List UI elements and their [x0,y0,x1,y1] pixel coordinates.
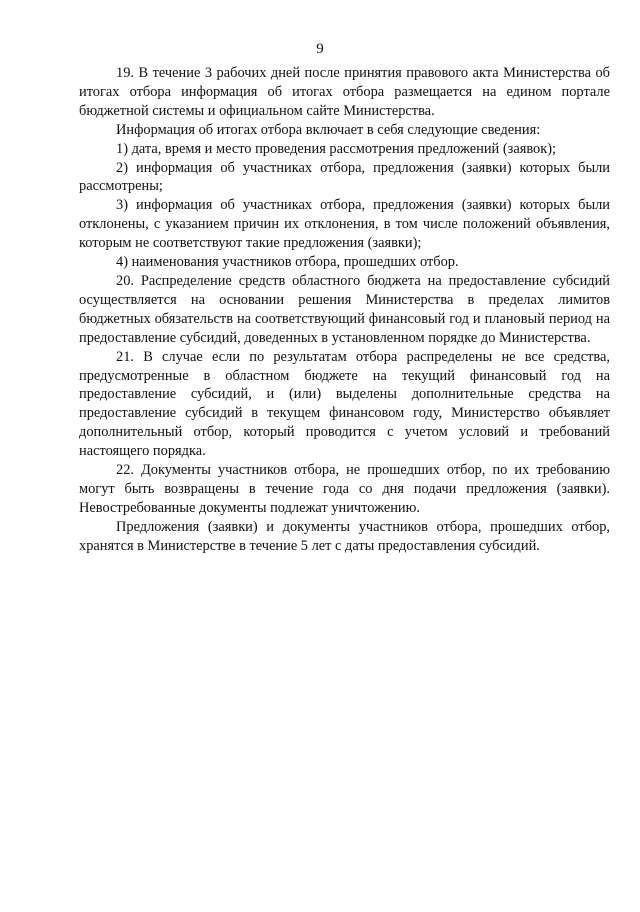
paragraph-22: 22. Документы участников отбора, не прошедших отбор, по их требованию могут быть возвращены в течение года со дня подачи предложения (заявки). Невостребованные документы подлежат уничтожению. [79,462,610,516]
list-item-1: 1) дата, время и место проведения рассмотрения предложений (заявок); [116,140,556,157]
document-body [79,64,610,556]
paragraph-21: 21. В случае если по результатам отбора распределены не все средства, предусмотренные в областном бюджете на текущий финансовый год на предоставление субсидий, и (или) выделены дополнительные средства на предоставление субсидий в текущем финансовом году, Министерство объявляет дополнительный отбор, который проводится с учетом условий и требований настоящего порядка. [79,348,610,460]
list-item-4: 4) наименования участников отбора, прошедших отбор. [116,254,459,271]
paragraph-20: 20. Распределение средств областного бюджета на предоставление субсидий осуществляется на основании решения Министерства в пределах лимитов бюджетных обязательств на соответствующий финансовый год и плановый период на предоставление субсидий, доведенных в установленном порядке до Министерства. [79,272,610,346]
paragraph-19: 19. В течение 3 рабочих дней после принятия правового акта Министерства об итогах отбора информация об итогах отбора размещается на едином портале бюджетной системы и официальном сайте Министерства. [79,65,610,119]
paragraph-storage: Предложения (заявки) и документы участников отбора, прошедших отбор, хранятся в Министерстве в течение 5 лет с даты предоставления субсидий. [79,518,610,554]
paragraph-info-intro: Информация об итогах отбора включает в себя следующие сведения: [116,121,541,138]
list-item-2: 2) информация об участниках отбора, предложения (заявки) которых были рассмотрены; [79,159,610,195]
list-item-3: 3) информация об участниках отбора, предложения (заявки) которых были отклонены, с указанием причин их отклонения, в том числе положений объявления, которым не соответствуют такие предложения (заявки); [79,197,610,252]
page-number: 9 [316,41,324,57]
